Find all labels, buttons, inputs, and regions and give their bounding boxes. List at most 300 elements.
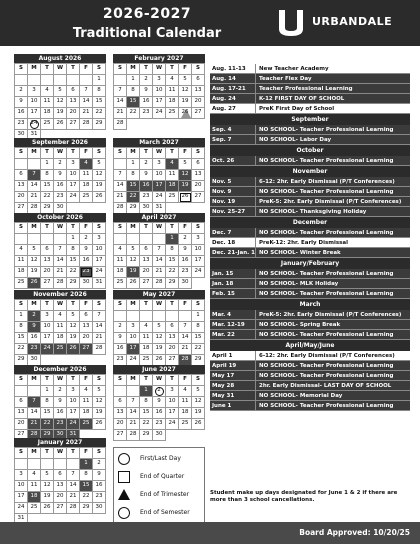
weekday-header: W [54, 223, 67, 234]
event-date: Dec. 7 [210, 228, 256, 237]
event-date: May 31 [210, 391, 256, 400]
calendar-day: 21 [93, 333, 106, 344]
district-logo-icon [278, 9, 304, 37]
calendar-day: 8 [67, 245, 80, 256]
calendar-day: 2 [114, 322, 127, 333]
weekday-header: F [179, 148, 192, 159]
empty-day [15, 234, 28, 245]
events-section-header: December [210, 217, 410, 228]
calendar-day: 25 [15, 278, 28, 289]
month-title: February 2027 [113, 54, 205, 63]
month-title: May 2027 [113, 290, 205, 299]
calendar-day: 2 [80, 234, 93, 245]
calendar-day: 27 [166, 355, 179, 366]
calendar-day: 8 [93, 86, 106, 97]
event-row [210, 371, 410, 381]
empty-day [179, 311, 192, 322]
calendar-day: 22 [140, 419, 153, 430]
weekday-header: T [67, 448, 80, 459]
calendar-day: 18 [28, 492, 41, 503]
event-row [210, 279, 410, 289]
weekday-header: W [153, 300, 166, 311]
weekday-header: T [67, 64, 80, 75]
weekday-header: M [28, 148, 41, 159]
event-row [210, 177, 410, 187]
month-grid [14, 447, 106, 525]
calendar-day: 28 [93, 344, 106, 355]
calendar-day: 25 [166, 192, 179, 203]
event-row [210, 330, 410, 340]
calendar-day: 17 [41, 333, 54, 344]
weekday-header: F [80, 148, 93, 159]
calendar-day: 21 [114, 192, 127, 203]
calendar-day: 20 [54, 492, 67, 503]
calendar-day: 27 [192, 192, 205, 203]
weekday-header: S [192, 64, 205, 75]
calendar-day: 3 [28, 86, 41, 97]
weekday-header: F [179, 64, 192, 75]
calendar-day: 9 [140, 86, 153, 97]
calendar-day: 7 [67, 470, 80, 481]
calendar-day: 15 [166, 256, 179, 267]
month-calendar [113, 54, 205, 130]
calendar-day: 15 [15, 333, 28, 344]
calendar-day: 18 [166, 97, 179, 108]
event-date: Nov. 25-27 [210, 207, 256, 216]
calendar-day: 31 [93, 278, 106, 289]
event-date: Sep. 4 [210, 125, 256, 134]
calendar-day: 20 [140, 267, 153, 278]
board-approved: Board Approved: 10/20/25 [299, 528, 410, 537]
event-description: NO SCHOOL- Winter Break [259, 250, 341, 256]
calendar-day: 7 [54, 245, 67, 256]
calendar-day: 3 [67, 159, 80, 170]
event-row [210, 156, 410, 166]
event-date: Mar. 12-19 [210, 320, 256, 329]
weekday-header: S [192, 148, 205, 159]
weekday-header: T [140, 300, 153, 311]
calendar-day: 16 [153, 408, 166, 419]
weekday-header: F [80, 64, 93, 75]
calendar-day: 28 [28, 203, 41, 214]
calendar-day: 9 [15, 97, 28, 108]
calendar-day: 13 [140, 256, 153, 267]
calendar-day: 6 [67, 86, 80, 97]
event-date: Nov. 5 [210, 177, 256, 186]
calendar-day: 9 [54, 170, 67, 181]
event-description: NO SCHOOL- Teacher Professional Learning [259, 230, 394, 236]
calendar-day: 29 [15, 355, 28, 366]
weekday-header: M [28, 375, 41, 386]
calendar-day: 12 [93, 397, 106, 408]
school-year: 2026-2027 [102, 6, 192, 22]
calendar-day: 28 [67, 503, 80, 514]
empty-day [114, 311, 127, 322]
calendar-day: 5 [179, 159, 192, 170]
calendar-day: 18 [114, 267, 127, 278]
calendar-day: 26 [153, 355, 166, 366]
calendar-day: 16 [54, 181, 67, 192]
event-date: Aug. 11-13 [210, 64, 256, 73]
event-row [210, 228, 410, 238]
events-section-header: October [210, 145, 410, 156]
calendar-day: 7 [28, 397, 41, 408]
legend-item [118, 453, 206, 467]
calendar-day: 12 [179, 86, 192, 97]
weekday-header: W [153, 375, 166, 386]
district-name: URBANDALE [312, 15, 393, 28]
calendar-day: 18 [41, 108, 54, 119]
calendar-day: 25 [54, 344, 67, 355]
calendar-day: 8 [140, 397, 153, 408]
calendar-day: 22 [41, 419, 54, 430]
calendar-day: 22 [15, 344, 28, 355]
calendar-day: 22 [127, 108, 140, 119]
calendar-day: 29 [166, 278, 179, 289]
event-description: PreK First Day of School [259, 106, 335, 112]
calendar-day: 9 [140, 170, 153, 181]
event-description: NO SCHOOL- Thanksgiving Holiday [259, 209, 367, 215]
event-row [210, 320, 410, 330]
calendar-day: 10 [41, 322, 54, 333]
calendar-day: 10 [153, 170, 166, 181]
weekday-header: S [93, 300, 106, 311]
empty-day [15, 386, 28, 397]
calendar-day: 31 [153, 203, 166, 214]
footer-bar [0, 522, 420, 544]
calendar-day: 29 [41, 430, 54, 441]
month-title: June 2027 [113, 365, 205, 374]
calendar-day: 16 [179, 256, 192, 267]
calendar-day: 28 [80, 119, 93, 130]
calendar-day: 23 [153, 419, 166, 430]
legend-label: End of Quarter [140, 473, 185, 480]
event-date: May 17 [210, 371, 256, 380]
weekday-header: S [114, 148, 127, 159]
calendar-day: 23 [54, 419, 67, 430]
calendar-day: 19 [54, 108, 67, 119]
makeup-days-note: Student make up days designated for June 1 & 2 if there are more than 3 school cancellations. [210, 490, 398, 503]
calendar-day: 21 [127, 419, 140, 430]
month-calendar [113, 365, 205, 441]
event-date: June 1 [210, 401, 256, 410]
month-title: October 2026 [14, 213, 106, 222]
weekday-header: S [192, 223, 205, 234]
calendar-day: 9 [93, 470, 106, 481]
calendar-day: 22 [127, 192, 140, 203]
event-row [210, 207, 410, 217]
calendar-day: 4 [28, 470, 41, 481]
calendar-day: 17 [166, 408, 179, 419]
calendar-day: 9 [80, 245, 93, 256]
calendar-day: 3 [153, 159, 166, 170]
calendar-day: 14 [54, 256, 67, 267]
calendar-day: 24 [192, 267, 205, 278]
calendar-day: 18 [179, 408, 192, 419]
calendar-day: 2 [15, 86, 28, 97]
calendar-day: 10 [15, 481, 28, 492]
calendar-day: 2 [28, 311, 41, 322]
event-row [210, 64, 410, 74]
event-row [210, 401, 410, 411]
weekday-header: S [192, 300, 205, 311]
calendar-day: 19 [179, 181, 192, 192]
weekday-header: S [93, 223, 106, 234]
weekday-header: T [67, 148, 80, 159]
event-date: Dec. 18 [210, 238, 256, 247]
calendar-day: 15 [80, 481, 93, 492]
calendar-day: 11 [80, 170, 93, 181]
calendar-day: 14 [28, 408, 41, 419]
calendar-day: 20 [192, 181, 205, 192]
calendar-day: 1 [41, 159, 54, 170]
calendar-day: 9 [114, 333, 127, 344]
calendar-day: 5 [41, 470, 54, 481]
calendar-day: 11 [114, 256, 127, 267]
calendar-day: 9 [54, 397, 67, 408]
month-title: December 2026 [14, 365, 106, 374]
month-grid [113, 147, 205, 214]
calendar-day: 14 [67, 481, 80, 492]
weekday-header: F [80, 375, 93, 386]
event-description: PreK-12: 2hr. Early Dismissal [259, 240, 349, 246]
calendar-day: 30 [15, 130, 28, 141]
weekday-header: F [179, 375, 192, 386]
calendar-day: 5 [67, 311, 80, 322]
calendar-day: 19 [192, 408, 205, 419]
calendar-day: 26 [127, 278, 140, 289]
triangle-icon [118, 489, 130, 500]
event-description: NO SCHOOL- Spring Break [259, 322, 341, 328]
weekday-header: F [80, 223, 93, 234]
calendar-day: 20 [80, 333, 93, 344]
calendar-day: 19 [127, 267, 140, 278]
calendar-day: 6 [140, 245, 153, 256]
calendar-day: 16 [93, 481, 106, 492]
event-description: NO SCHOOL- Teacher Professional Learning [259, 271, 394, 277]
calendar-day: 10 [28, 97, 41, 108]
calendar-day: 14 [179, 333, 192, 344]
weekday-header: M [127, 223, 140, 234]
calendar-day: 16 [54, 408, 67, 419]
event-description: PreK-5: 2hr. Early Dismissal (P/T Conferences) [259, 312, 402, 318]
calendar-day: 26 [93, 192, 106, 203]
event-row [210, 125, 410, 135]
month-calendar [113, 213, 205, 289]
calendar-day: 21 [67, 492, 80, 503]
calendar-day: 4 [80, 159, 93, 170]
legend-label: End of Trimester [140, 491, 190, 498]
calendar-day: 13 [15, 408, 28, 419]
calendar-day: 8 [192, 322, 205, 333]
calendar-day: 7 [127, 397, 140, 408]
calendar-day: 27 [15, 430, 28, 441]
calendar-day: 24 [166, 419, 179, 430]
event-date: Aug. 24 [210, 94, 256, 103]
calendar-day: 17 [127, 344, 140, 355]
calendar-day: 28 [114, 203, 127, 214]
calendar-day: 23 [114, 355, 127, 366]
calendar-day: 6 [192, 159, 205, 170]
calendar-day: 21 [114, 108, 127, 119]
circle-icon [118, 507, 130, 519]
calendar-day: 30 [80, 278, 93, 289]
weekday-header: W [153, 223, 166, 234]
calendar-day: 27 [114, 430, 127, 441]
calendar-day: 6 [114, 397, 127, 408]
calendar-day: 11 [15, 256, 28, 267]
calendar-day: 30 [93, 503, 106, 514]
empty-day [114, 159, 127, 170]
event-date: Mar. 22 [210, 330, 256, 339]
calendar-day: 22 [166, 267, 179, 278]
calendar-day: 9 [28, 322, 41, 333]
calendar-day: 17 [28, 108, 41, 119]
empty-day [140, 234, 153, 245]
weekday-header: F [179, 300, 192, 311]
weekday-header: T [166, 300, 179, 311]
calendar-day: 24 [28, 119, 41, 130]
calendar-day: 5 [179, 75, 192, 86]
event-description: NO SCHOOL- Teacher Professional Learning [259, 127, 394, 133]
event-row [210, 289, 410, 299]
calendar-day: 10 [67, 170, 80, 181]
calendar-day: 13 [67, 97, 80, 108]
event-description: 6-12: 2hr. Early Dismissal (P/T Conferences) [259, 179, 395, 185]
calendar-day: 4 [140, 322, 153, 333]
calendar-day: 30 [28, 355, 41, 366]
weekday-header: T [140, 148, 153, 159]
weekday-header: T [41, 64, 54, 75]
calendar-day: 1 [80, 459, 93, 470]
calendar-day: 25 [166, 108, 179, 119]
calendar-day: 28 [54, 278, 67, 289]
weekday-header: T [166, 64, 179, 75]
calendar-day: 6 [15, 397, 28, 408]
event-description: 2hr. Early Dismissal- LAST DAY OF SCHOOL [259, 383, 392, 389]
event-description: K-12 FIRST DAY OF SCHOOL [259, 96, 345, 102]
month-grid [14, 374, 106, 441]
calendar-day: 6 [54, 470, 67, 481]
calendar-day: 7 [179, 322, 192, 333]
events-section-header: November [210, 166, 410, 177]
calendar-day: 26 [54, 119, 67, 130]
calendar-day: 19 [41, 492, 54, 503]
calendar-day: 16 [140, 97, 153, 108]
calendar-day: 8 [127, 170, 140, 181]
calendar-day: 16 [140, 181, 153, 192]
month-title: November 2026 [14, 290, 106, 299]
calendar-day: 11 [140, 333, 153, 344]
calendar-day: 12 [179, 170, 192, 181]
calendar-day: 10 [67, 397, 80, 408]
month-calendar [14, 438, 106, 525]
circle-icon [118, 453, 130, 465]
weekday-header: T [67, 375, 80, 386]
calendar-day: 23 [140, 108, 153, 119]
weekday-header: S [114, 375, 127, 386]
weekday-header: M [28, 64, 41, 75]
event-date: Jan. 15 [210, 269, 256, 278]
calendar-day: 29 [80, 503, 93, 514]
month-title: January 2027 [14, 438, 106, 447]
event-date: Dec. 21-Jan. 1 [212, 250, 256, 256]
event-date: Aug. 14 [210, 74, 256, 83]
calendar-day: 3 [192, 234, 205, 245]
event-description: NO SCHOOL- Teacher Professional Learning [259, 332, 394, 338]
weekday-header: S [93, 448, 106, 459]
weekday-header: T [41, 223, 54, 234]
page-title: Traditional Calendar [72, 26, 222, 41]
weekday-header: S [15, 375, 28, 386]
calendar-day: 7 [114, 86, 127, 97]
month-title: March 2027 [113, 138, 205, 147]
calendar-day: 8 [80, 470, 93, 481]
calendar-day: 23 [140, 192, 153, 203]
weekday-header: S [93, 148, 106, 159]
calendar-day: 30 [54, 203, 67, 214]
legend-item [118, 471, 206, 485]
event-description: New Teacher Academy [259, 66, 329, 72]
empty-day [114, 386, 127, 397]
calendar-day: 27 [80, 344, 93, 355]
calendar-day: 11 [54, 322, 67, 333]
event-row [210, 238, 410, 248]
calendar-day: 16 [80, 256, 93, 267]
weekday-header: M [127, 375, 140, 386]
calendar-day: 2 [153, 386, 166, 397]
event-row [210, 381, 410, 391]
calendar-day: 1 [127, 159, 140, 170]
calendar-day: 14 [153, 256, 166, 267]
calendar-day: 2 [140, 159, 153, 170]
calendar-day: 22 [41, 192, 54, 203]
event-row [210, 84, 410, 94]
calendar-day: 16 [28, 333, 41, 344]
calendar-day: 20 [15, 192, 28, 203]
calendar-day: 2 [140, 75, 153, 86]
calendar-day: 1 [140, 386, 153, 397]
calendar-day: 16 [114, 344, 127, 355]
calendar-day: 30 [153, 430, 166, 441]
calendar-day: 7 [80, 86, 93, 97]
empty-day [114, 234, 127, 245]
calendar-day: 23 [80, 267, 93, 278]
empty-day [153, 311, 166, 322]
calendar-day: 18 [15, 267, 28, 278]
calendar-day: 15 [93, 97, 106, 108]
calendar-day: 18 [80, 408, 93, 419]
calendar-day: 27 [140, 278, 153, 289]
calendar-day: 5 [153, 322, 166, 333]
weekday-header: S [93, 375, 106, 386]
calendar-day: 7 [153, 245, 166, 256]
weekday-header: S [15, 448, 28, 459]
calendar-day: 10 [192, 245, 205, 256]
weekday-header: S [192, 375, 205, 386]
calendar-day: 7 [114, 170, 127, 181]
square-icon [118, 471, 130, 483]
calendar-day: 25 [80, 192, 93, 203]
empty-day [54, 75, 67, 86]
calendar-day: 15 [140, 408, 153, 419]
calendar-day: 11 [41, 97, 54, 108]
calendar-day: 27 [41, 278, 54, 289]
empty-day [41, 234, 54, 245]
calendar-day: 11 [166, 170, 179, 181]
month-calendar [14, 138, 106, 214]
weekday-header: T [140, 375, 153, 386]
